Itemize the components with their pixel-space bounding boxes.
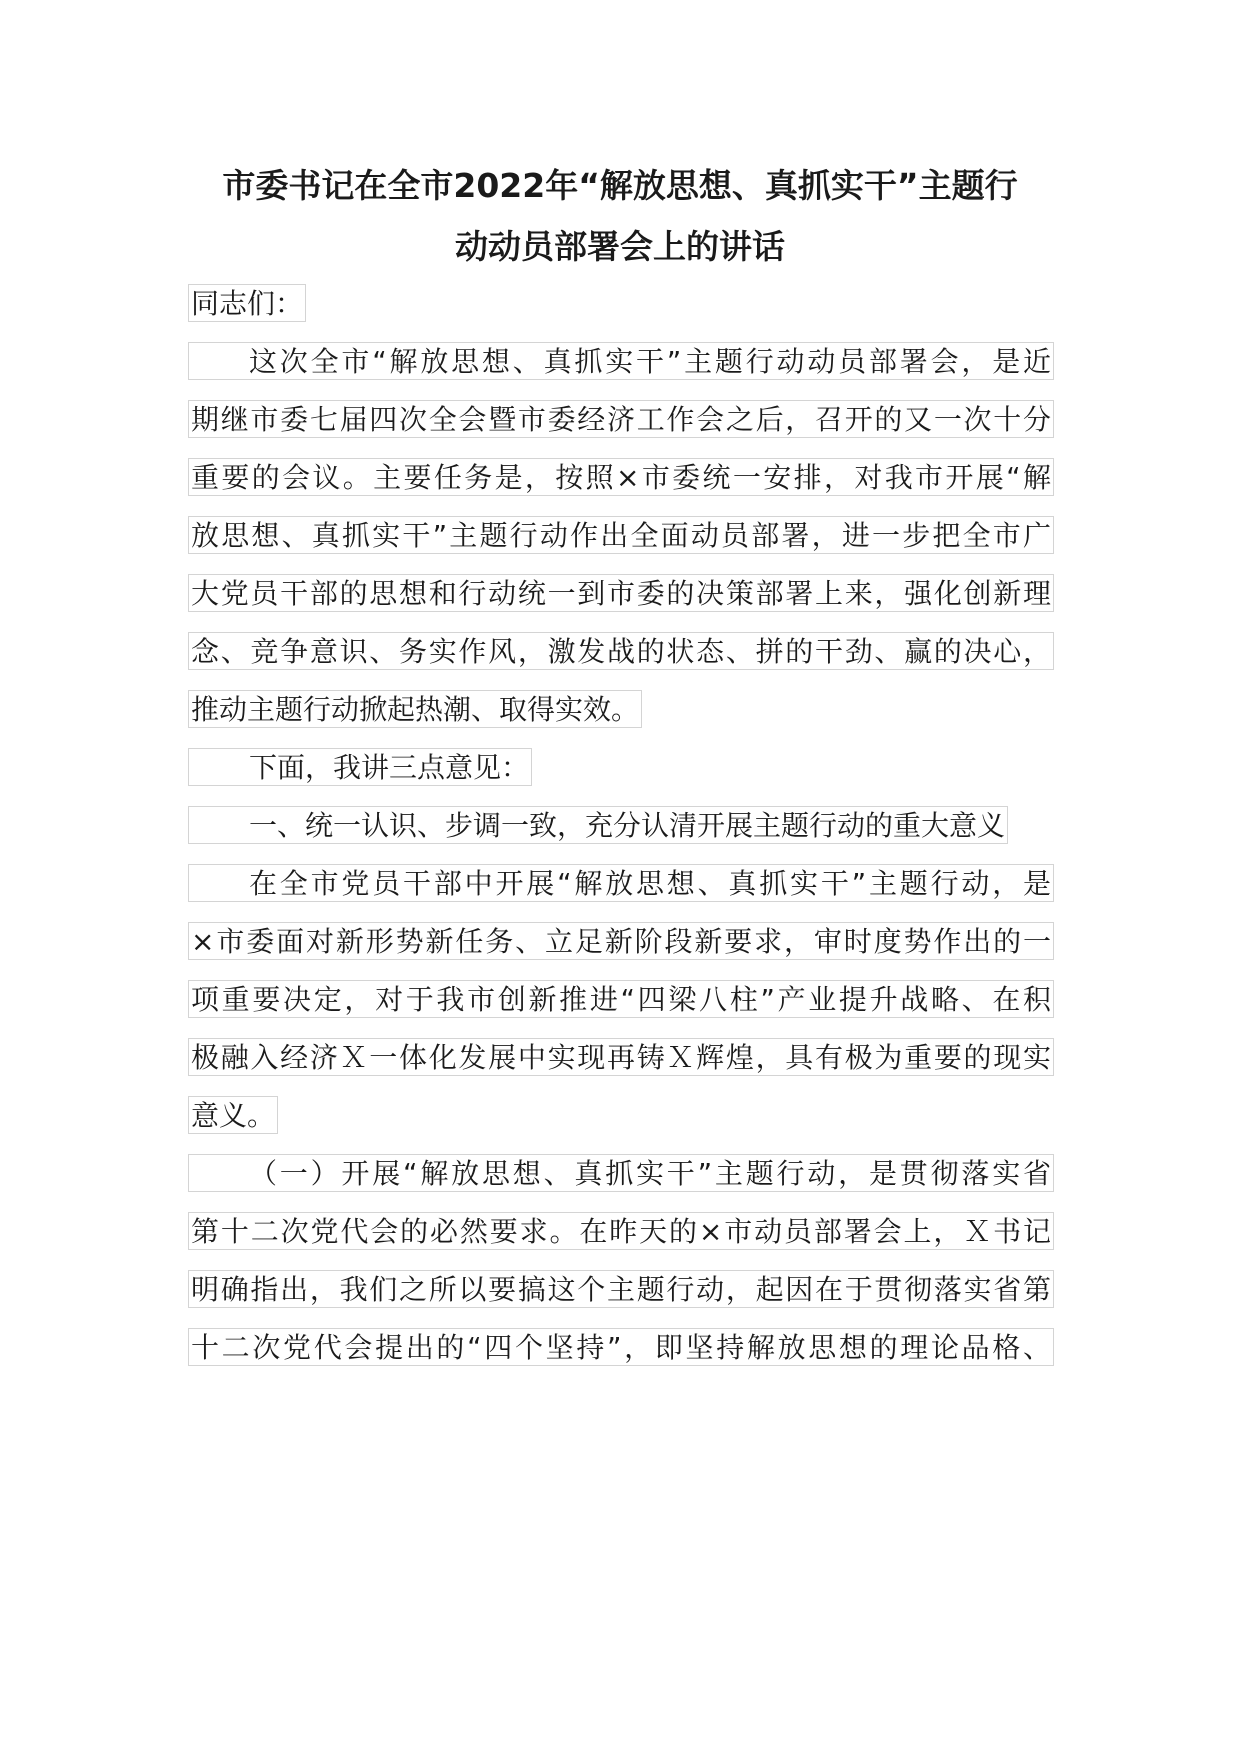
paragraph-line: 大党员干部的思想和行动统一到市委的决策部署上来，强化创新理 [188, 574, 1054, 612]
paragraph-line: 推动主题行动掀起热潮、取得实效。 [188, 690, 642, 728]
paragraph-line: ×市委面对新形势新任务、立足新阶段新要求，审时度势作出的一 [188, 922, 1054, 960]
paragraph-line: （一）开展“解放思想、真抓实干”主题行动，是贯彻落实省 [188, 1154, 1054, 1192]
paragraph-line: 第十二次党代会的必然要求。在昨天的×市动员部署会上，Ｘ书记 [188, 1212, 1054, 1250]
paragraph-line: 极融入经济Ｘ一体化发展中实现再铸Ｘ辉煌，具有极为重要的现实 [188, 1038, 1054, 1076]
paragraph-line: 放思想、真抓实干”主题行动作出全面动员部署，进一步把全市广 [188, 516, 1054, 554]
paragraph-line: 这次全市“解放思想、真抓实干”主题行动动员部署会，是近 [188, 342, 1054, 380]
paragraph-line: 在全市党员干部中开展“解放思想、真抓实干”主题行动，是 [188, 864, 1054, 902]
paragraph-line: 意义。 [188, 1096, 278, 1134]
paragraph-line: 十二次党代会提出的“四个坚持”，即坚持解放思想的理论品格、 [188, 1328, 1054, 1366]
paragraph-line: 明确指出，我们之所以要搞这个主题行动，起因在于贯彻落实省第 [188, 1270, 1054, 1308]
paragraph-line: 下面，我讲三点意见： [188, 748, 532, 786]
document-title-line-1: 市委书记在全市2022年“解放思想、真抓实干”主题行 [222, 166, 1018, 205]
paragraph-line: 念、竞争意识、务实作风，激发战的状态、拼的干劲、赢的决心， [188, 632, 1054, 670]
salutation: 同志们： [188, 284, 306, 322]
document-title-line-2: 动动员部署会上的讲话 [455, 227, 785, 266]
paragraph-line: 项重要决定，对于我市创新推进“四梁八柱”产业提升战略、在积 [188, 980, 1054, 1018]
section-heading: 一、统一认识、步调一致，充分认清开展主题行动的重大意义 [188, 806, 1008, 844]
paragraph-line: 重要的会议。主要任务是，按照×市委统一安排，对我市开展“解 [188, 458, 1054, 496]
paragraph-line: 期继市委七届四次全会暨市委经济工作会之后，召开的又一次十分 [188, 400, 1054, 438]
